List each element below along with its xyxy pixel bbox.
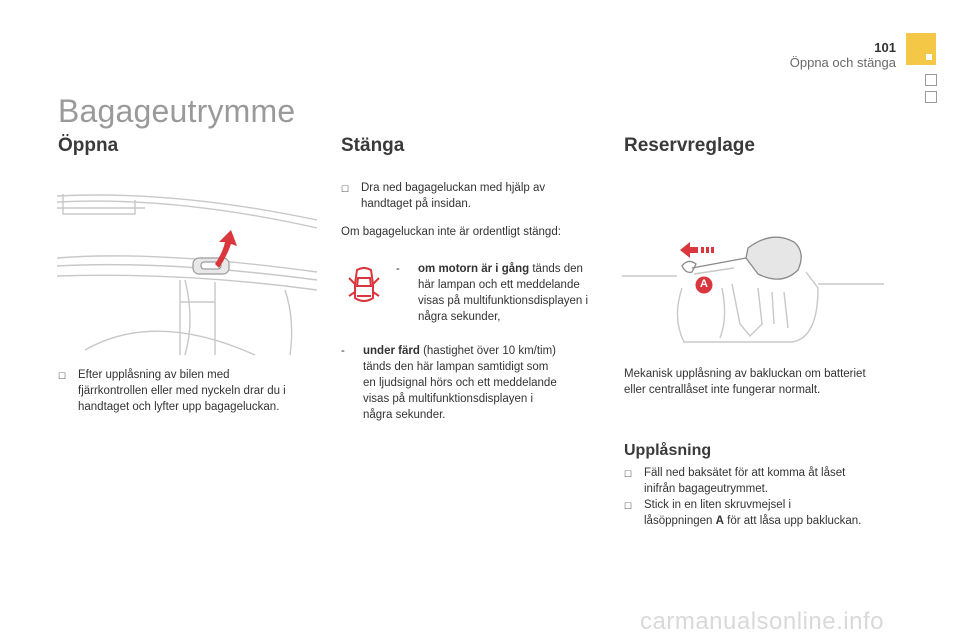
- page-number: 101: [874, 40, 896, 55]
- chapter-tab: [906, 33, 936, 65]
- tab-indicator-icon: [926, 54, 932, 60]
- tab-square-icon: [925, 74, 937, 86]
- bullet-icon: ☐: [624, 501, 633, 511]
- tab-square-icon: [925, 91, 937, 103]
- unlock-heading: Upplåsning: [624, 442, 712, 459]
- watermark: carmanualsonline.info: [640, 608, 884, 635]
- tailgate-handle-illustration: [55, 180, 320, 360]
- label-a: A: [700, 278, 708, 290]
- emergency-release-illustration: [622, 228, 886, 348]
- bullet-icon: ☐: [58, 371, 67, 381]
- bullet-icon: ☐: [624, 469, 633, 479]
- reserve-description: Mekanisk upplåsning av bakluckan om batteriet eller centrallåset inte fungerar normalt.: [624, 368, 866, 396]
- open-door-warning-icon: [346, 266, 382, 306]
- open-heading: Öppna: [58, 135, 119, 156]
- close-intro: Om bagageluckan inte är ordentligt stängd:: [341, 226, 561, 238]
- close-heading: Stänga: [341, 135, 405, 156]
- page-title: Bagageutrymme: [58, 93, 296, 129]
- reserve-heading: Reservreglage: [624, 135, 755, 156]
- section-title: Öppna och stänga: [789, 55, 896, 70]
- bullet-icon: ☐: [341, 184, 350, 194]
